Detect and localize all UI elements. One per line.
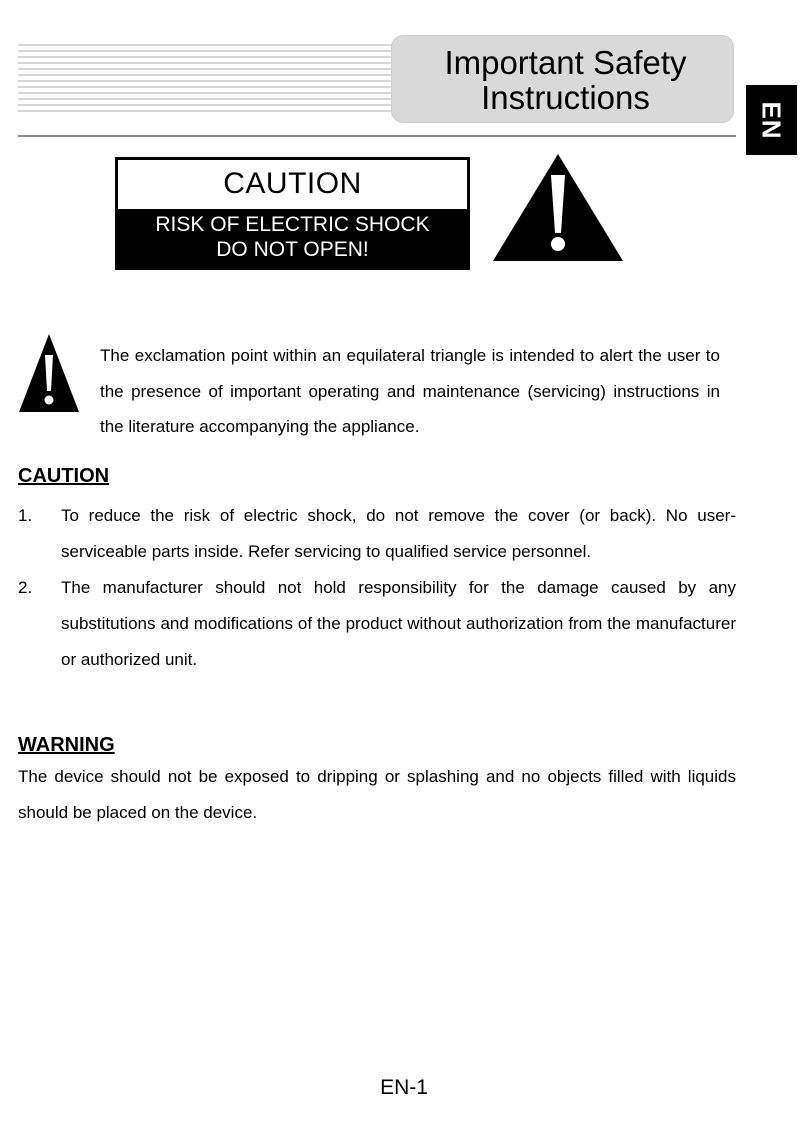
page-number: EN-1 [380,1076,428,1099]
page-title-line2: Instructions [481,79,650,116]
list-item-text: The manufacturer should not hold responsibility for the damage caused by any substitutions and modifications of the product without authorization from the manufacturer or authorized unit. [61,578,736,669]
header-stripes [18,44,398,114]
warning-heading: WARNING [18,734,115,756]
list-item-number: 1. [18,506,33,525]
page-title-line1: Important Safety [444,44,687,81]
intro-paragraph: The exclamation point within an equilateral triangle is intended to alert the user to the presence of important operating and maintenance (servicing) instructions in the literature accompanying the appliance. [100,346,720,436]
caution-label-warning [118,209,467,267]
list-item-number: 2. [18,578,33,597]
caution-list [18,498,736,678]
caution-label-line1: RISK OF ELECTRIC SHOCK [155,213,430,236]
list-item [18,498,736,570]
warning-triangle-icon [492,153,624,263]
caution-heading: CAUTION [18,465,110,487]
list-item-text: To reduce the risk of electric shock, do not remove the cover (or back). No user-serviceable parts inside. Refer servicing to qualified service personnel. [61,506,736,561]
caution-label-title: CAUTION [223,167,362,200]
caution-label [115,157,470,270]
caution-label-line2: DO NOT OPEN! [216,238,369,261]
page-title [391,35,734,123]
header-divider [18,135,736,137]
language-tab [746,85,797,155]
language-tab-label: EN [757,100,787,140]
warning-paragraph: The device should not be exposed to dripping or splashing and no objects filled with liquids should be placed on the device. [18,767,736,822]
exclamation-triangle-icon [18,333,80,413]
list-item [18,570,736,678]
